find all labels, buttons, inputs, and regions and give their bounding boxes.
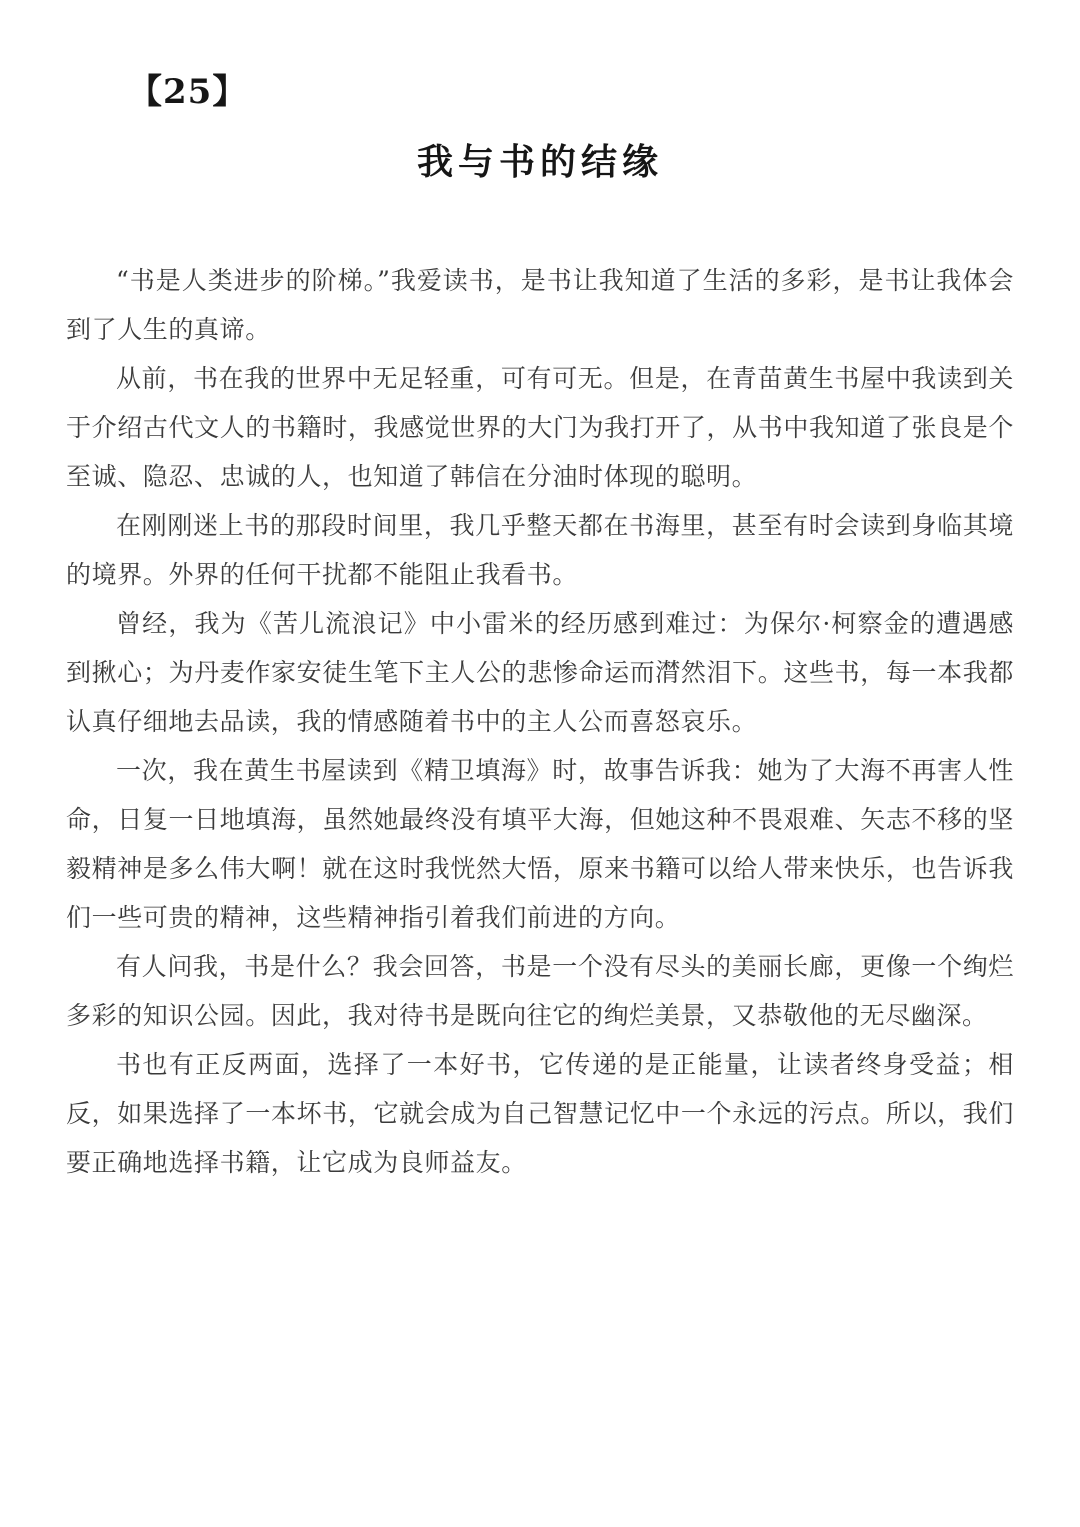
paragraph-4: 曾经，我为《苦儿流浪记》中小雷米的经历感到难过：为保尔·柯察金的遭遇感到揪心；为丹麦作家安徒生笔下主人公的悲惨命运而潸然泪下。这些书，每一本我都认真仔细地去品读，我的情感随着书中的主人公而喜怒哀乐。 [66,609,1014,736]
paragraph-7: 书也有正反两面，选择了一本好书，它传递的是正能量，让读者终身受益；相反，如果选择了一本坏书，它就会成为自己智慧记忆中一个永远的污点。所以，我们要正确地选择书籍，让它成为良师益友。 [66,1050,1014,1177]
paragraph-6: 有人问我，书是什么？我会回答，书是一个没有尽头的美丽长廊，更像一个绚烂多彩的知识公园。因此，我对待书是既向往它的绚烂美景，又恭敬他的无尽幽深。 [66,952,1014,1030]
paragraph-1: “书是人类进步的阶梯。”我爱读书，是书让我知道了生活的多彩，是书让我体会到了人生的真谛。 [66,266,1014,344]
paragraph-3: 在刚刚迷上书的那段时间里，我几乎整天都在书海里，甚至有时会读到身临其境的境界。外界的任何干扰都不能阻止我看书。 [66,511,1014,589]
paragraph-2: 从前，书在我的世界中无足轻重，可有可无。但是，在青苗黄生书屋中我读到关于介绍古代文人的书籍时，我感觉世界的大门为我打开了，从书中我知道了张良是个至诚、隐忍、忠诚的人，也知道了韩信在分油时体现的聪明。 [66,364,1014,491]
essay-body [66,256,1014,1187]
essay-title: 我与书的结缘 [416,141,663,183]
paragraph-5: 一次，我在黄生书屋读到《精卫填海》时，故事告诉我：她为了大海不再害人性命，日复一日地填海，虽然她最终没有填平大海，但她这种不畏艰难、矢志不移的坚毅精神是多么伟大啊！就在这时我恍然大悟，原来书籍可以给人带来快乐，也告诉我们一些可贵的精神，这些精神指引着我们前进的方向。 [66,756,1014,932]
item-number-label: 【25】 [128,72,248,112]
